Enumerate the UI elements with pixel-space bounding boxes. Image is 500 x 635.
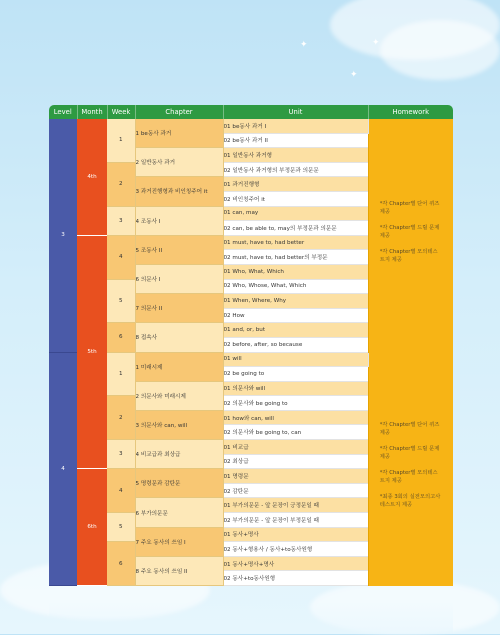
chapter-cell: 2 일반동사 과거: [135, 148, 223, 177]
chapter-cell: 7 주요 동사의 쓰임 I: [135, 527, 223, 556]
cloud-decoration: [310, 580, 500, 635]
unit-cell: 01 명령문: [223, 469, 368, 484]
header-month: Month: [77, 105, 107, 119]
unit-cell: 02 의문사와 be going to: [223, 396, 368, 411]
homework-note: *각 Chapter별 드릴 문제 제공: [379, 224, 440, 239]
homework-note: *각 Chapter별 단어 퀴즈 제공: [379, 421, 440, 436]
level-cell: 3: [49, 119, 77, 352]
cloud-decoration: [380, 20, 500, 80]
header-homework: Homework: [368, 105, 453, 119]
chapter-cell: 4 조동사 I: [135, 206, 223, 235]
curriculum-table: [49, 105, 453, 586]
week-cell: 6: [107, 542, 135, 586]
unit-cell: 02 비인칭주어 it: [223, 191, 368, 206]
unit-cell: 02 동사+to동사원형: [223, 571, 368, 586]
header-level: Level: [49, 105, 77, 119]
table-row: [49, 119, 453, 133]
sparkle-icon: ✦: [350, 70, 358, 80]
unit-cell: 01 부가의문문 - 앞 문장이 긍정문일 때: [223, 498, 368, 513]
month-cell: 4th: [77, 119, 107, 235]
unit-cell: 02 일반동사 과거형의 부정문과 의문문: [223, 162, 368, 177]
chapter-cell: 1 be동사 과거: [135, 119, 223, 148]
unit-cell: 02 Who, Whose, What, Which: [223, 279, 368, 294]
chapter-cell: 3 의문사와 can, will: [135, 410, 223, 439]
week-cell: 1: [107, 119, 135, 162]
sparkle-icon: ✦: [300, 40, 308, 50]
unit-cell: 01 must, have to, had better: [223, 235, 368, 250]
unit-cell: 01 동사+명사+명사: [223, 556, 368, 571]
unit-cell: 01 비교급: [223, 440, 368, 455]
unit-cell: 02 be동사 과거 II: [223, 133, 368, 148]
level-cell: 4: [49, 352, 77, 586]
week-cell: 5: [107, 279, 135, 323]
homework-note: *각 Chapter별 드릴 문제 제공: [379, 445, 440, 460]
week-cell: 4: [107, 469, 135, 513]
chapter-cell: 8 접속사: [135, 323, 223, 352]
table-header-row: [49, 105, 453, 119]
chapter-cell: 6 부가의문문: [135, 498, 223, 527]
unit-cell: 01 how와 can, will: [223, 410, 368, 425]
unit-cell: 01 과거진행형: [223, 177, 368, 192]
chapter-cell: 1 미래시제: [135, 352, 223, 381]
unit-cell: 02 감탄문: [223, 483, 368, 498]
header-unit: Unit: [223, 105, 368, 119]
unit-cell: 02 be going to: [223, 367, 368, 382]
homework-note: *각 Chapter별 모의테스트지 제공: [379, 469, 438, 484]
week-cell: 1: [107, 352, 135, 396]
unit-cell: 02 can, be able to, may의 부정문과 의문문: [223, 221, 368, 236]
header-chapter: Chapter: [135, 105, 223, 119]
table-body: [49, 119, 453, 586]
unit-cell: 02 최상급: [223, 454, 368, 469]
homework-note: *각 Chapter별 단어 퀴즈 제공: [379, 200, 440, 215]
homework-note: *각 Chapter별 모의테스트지 제공: [379, 248, 438, 263]
chapter-cell: 8 주요 동사의 쓰임 II: [135, 556, 223, 585]
chapter-cell: 5 조동사 II: [135, 235, 223, 264]
unit-cell: 01 will: [223, 352, 368, 367]
chapter-cell: 3 과거진행형과 비인칭주어 it: [135, 177, 223, 206]
week-cell: 6: [107, 323, 135, 352]
chapter-cell: 4 비교급과 최상급: [135, 440, 223, 469]
unit-cell: 02 동사+형용사 / 동사+to동사원형: [223, 542, 368, 557]
week-cell: 2: [107, 396, 135, 440]
unit-cell: 01 and, or, but: [223, 323, 368, 338]
unit-cell: 01 의문사와 will: [223, 381, 368, 396]
unit-cell: 01 동사+명사: [223, 527, 368, 542]
week-cell: 2: [107, 162, 135, 206]
chapter-cell: 7 의문사 II: [135, 294, 223, 323]
chapter-cell: 5 명령문과 감탄문: [135, 469, 223, 498]
table-row: [49, 352, 453, 367]
sparkle-icon: ✦: [372, 38, 380, 48]
month-cell: 6th: [77, 469, 107, 586]
unit-cell: 01 일반동사 과거형: [223, 148, 368, 163]
month-cell: 5th: [77, 235, 107, 469]
unit-cell: 02 부가의문문 - 앞 문장이 부정문일 때: [223, 513, 368, 528]
unit-cell: 02 의문사와 be going to, can: [223, 425, 368, 440]
week-cell: 3: [107, 206, 135, 235]
header-week: Week: [107, 105, 135, 119]
unit-cell: 02 before, after, so because: [223, 337, 368, 352]
homework-note: *최종 3회의 실전모의고사 테스트지 제공: [379, 493, 441, 508]
week-cell: 4: [107, 235, 135, 279]
unit-cell: 01 When, Where, Why: [223, 294, 368, 309]
chapter-cell: 6 의문사 I: [135, 264, 223, 293]
homework-cell: [368, 352, 453, 586]
week-cell: 5: [107, 513, 135, 542]
unit-cell: 01 Who, What, Which: [223, 264, 368, 279]
unit-cell: 01 be동사 과거 I: [223, 119, 368, 133]
week-cell: 3: [107, 440, 135, 469]
unit-cell: 02 How: [223, 308, 368, 323]
chapter-cell: 2 의문사와 미래시제: [135, 381, 223, 410]
unit-cell: 02 must, have to, had better의 부정문: [223, 250, 368, 265]
unit-cell: 01 can, may: [223, 206, 368, 221]
homework-cell: [368, 119, 453, 352]
